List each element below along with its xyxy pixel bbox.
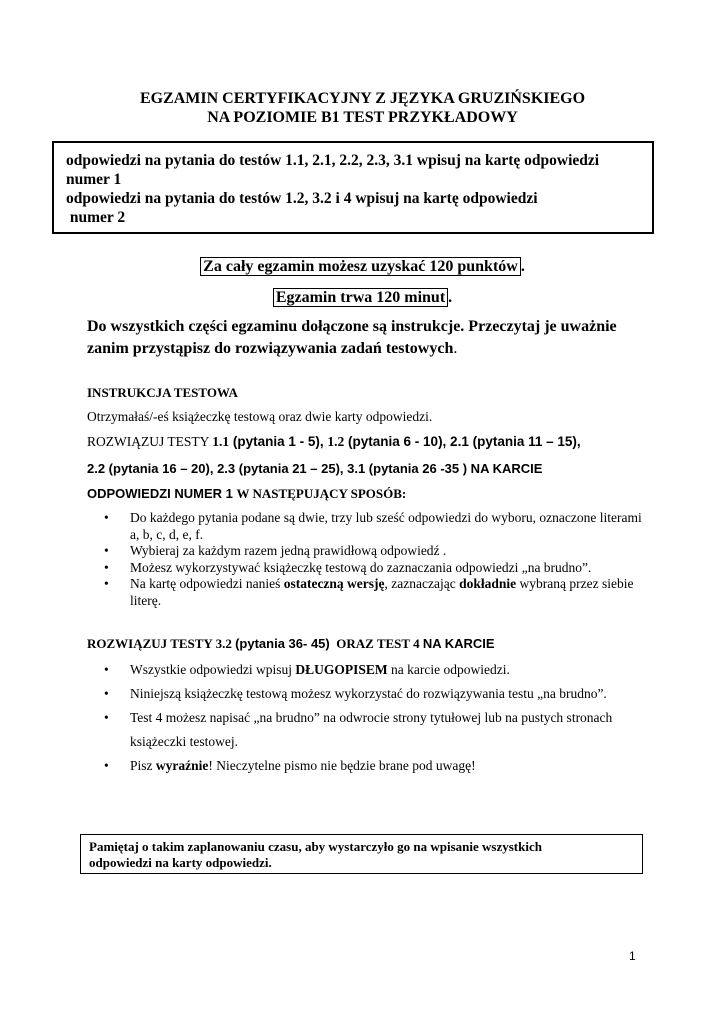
bullet-icon: •	[104, 710, 109, 725]
intro-line-2-tail: .	[453, 340, 458, 357]
instructions-list-1	[87, 510, 647, 609]
page-number: 1	[629, 949, 636, 963]
solve1-part-a: ROZWIĄZUJ TESTY	[87, 434, 213, 449]
list1-item-4-b: ostateczną wersję	[283, 576, 385, 591]
list-item	[87, 658, 647, 682]
list1-item-1-text: Do każdego pytania podane są dwie, trzy lub sześć odpowiedzi do wyboru, oznaczone literami a, b, c, d, e, f.	[130, 510, 642, 542]
solve4-part-a: ROZWIĄZUJ TESTY 3.2	[87, 636, 236, 651]
bullet-icon: •	[104, 576, 109, 591]
solve3-part-b: W NASTĘPUJĄCY SPOSÓB:	[236, 486, 407, 501]
list1-item-4-e: wybraną przez siebie literę.	[130, 576, 634, 608]
list2-item-1-a: Wszystkie odpowiedzi wpisuj	[130, 662, 296, 677]
list2-item-3-text: Test 4 możesz napisać „na brudno” na odwrocie strony tytułowej lub na pustych stronach książeczki testowej.	[130, 710, 613, 749]
box2-line-1: Pamiętaj o takim zaplanowaniu czasu, aby wystarczyło go na wpisanie wszystkich	[89, 839, 542, 854]
box1-line-3: odpowiedzi na pytania do testów 1.2, 3.2 i 4 wpisuj na kartę odpowiedzi	[66, 190, 538, 207]
list2-item-1-c: na karcie odpowiedzi.	[387, 662, 510, 677]
box1-line-2: numer 1	[66, 171, 122, 188]
list2-item-4-b: wyraźnie	[155, 758, 209, 773]
list-item	[87, 560, 647, 577]
solve4-part-d: NA KARCIE	[422, 636, 495, 651]
solve-tests-line-4	[87, 634, 687, 654]
solve4-part-b: (pytania 36- 45)	[235, 636, 330, 651]
list-item	[87, 510, 647, 543]
list2-item-1-b: DŁUGOPISEM	[295, 662, 388, 677]
intro-line-1: Do wszystkich części egzaminu dołączone są instrukcje. Przeczytaj je uważnie	[87, 318, 617, 335]
time-planning-reminder-box	[80, 834, 643, 874]
received-materials-text: Otrzymałaś/-eś książeczkę testową oraz dwie karty odpowiedzi.	[87, 409, 433, 424]
bullet-icon: •	[104, 510, 109, 525]
solve1-part-b: 1.1	[212, 434, 230, 449]
list1-item-4-a: Na kartę odpowiedzi nanieś	[130, 576, 284, 591]
list-item	[87, 576, 647, 609]
bullet-icon: •	[104, 543, 109, 558]
solve-tests-line-3	[87, 484, 687, 504]
answer-sheet-instructions-box	[52, 141, 654, 234]
points-line	[0, 256, 725, 277]
points-framed-text: Za cały egzamin możesz uzyskać 120 punktów	[200, 257, 521, 276]
box1-line-1: odpowiedzi na pytania do testów 1.1, 2.1, 2.2, 2.3, 3.1 wpisuj na kartę odpowiedzi	[66, 152, 600, 169]
list-item	[87, 543, 647, 560]
list-item	[87, 682, 647, 706]
bullet-icon: •	[104, 758, 109, 773]
list2-item-4-a: Pisz	[130, 758, 156, 773]
solve1-part-e: (pytania 6 - 10), 2.1 (pytania 11 – 15),	[344, 434, 581, 449]
title-line-1: EGZAMIN CERTYFIKACYJNY Z JĘZYKA GRUZIŃSKIEGO	[139, 90, 586, 107]
intro-line-2	[87, 338, 667, 360]
bullet-icon: •	[104, 686, 109, 701]
list1-item-4-c: , zaznaczając	[384, 576, 460, 591]
duration-tail: .	[448, 289, 453, 306]
solve3-part-a: ODPOWIEDZI NUMER 1	[87, 486, 237, 501]
box2-line-2: odpowiedzi na karty odpowiedzi.	[89, 855, 272, 870]
solve1-part-d: 1.2	[327, 434, 345, 449]
solve-tests-line-1	[87, 432, 687, 452]
intro-paragraph	[87, 316, 667, 360]
list-item	[87, 754, 647, 778]
list1-item-4-d: dokładnie	[459, 576, 517, 591]
bullet-icon: •	[104, 559, 109, 575]
solve-tests-line-2: 2.2 (pytania 16 – 20), 2.3 (pytania 21 – 25), 3.1 (pytania 26 -35 ) NA KARCIE	[87, 461, 543, 476]
box1-line-4: numer 2	[66, 209, 126, 226]
list-item	[87, 706, 647, 754]
list1-item-3-text: Możesz wykorzystywać książeczkę testową do zaznaczania odpowiedzi „na brudno”.	[130, 559, 592, 575]
list1-item-2-text: Wybieraj za każdym razem jedną prawidłową odpowiedź .	[130, 543, 447, 558]
solve1-part-c: (pytania 1 - 5),	[229, 434, 328, 449]
instructions-list-2	[87, 658, 647, 778]
instructions-heading: INSTRUKCJA TESTOWA	[87, 385, 238, 400]
bullet-icon: •	[104, 662, 109, 677]
duration-line	[0, 287, 725, 308]
points-tail: .	[520, 258, 525, 275]
list2-item-2-text: Niniejszą książeczkę testową możesz wykorzystać do rozwiązywania testu „na brudno”.	[130, 686, 607, 701]
title-line-2: NA POZIOMIE B1 TEST PRZYKŁADOWY	[207, 109, 518, 126]
duration-framed-text: Egzamin trwa 120 minut	[273, 288, 448, 307]
intro-line-2-text: zanim przystąpisz do rozwiązywania zadań testowych	[87, 340, 454, 357]
list2-item-4-c: ! Nieczytelne pismo nie będzie brane pod uwagę!	[208, 758, 476, 773]
solve4-part-c: ORAZ TEST 4	[329, 636, 423, 651]
